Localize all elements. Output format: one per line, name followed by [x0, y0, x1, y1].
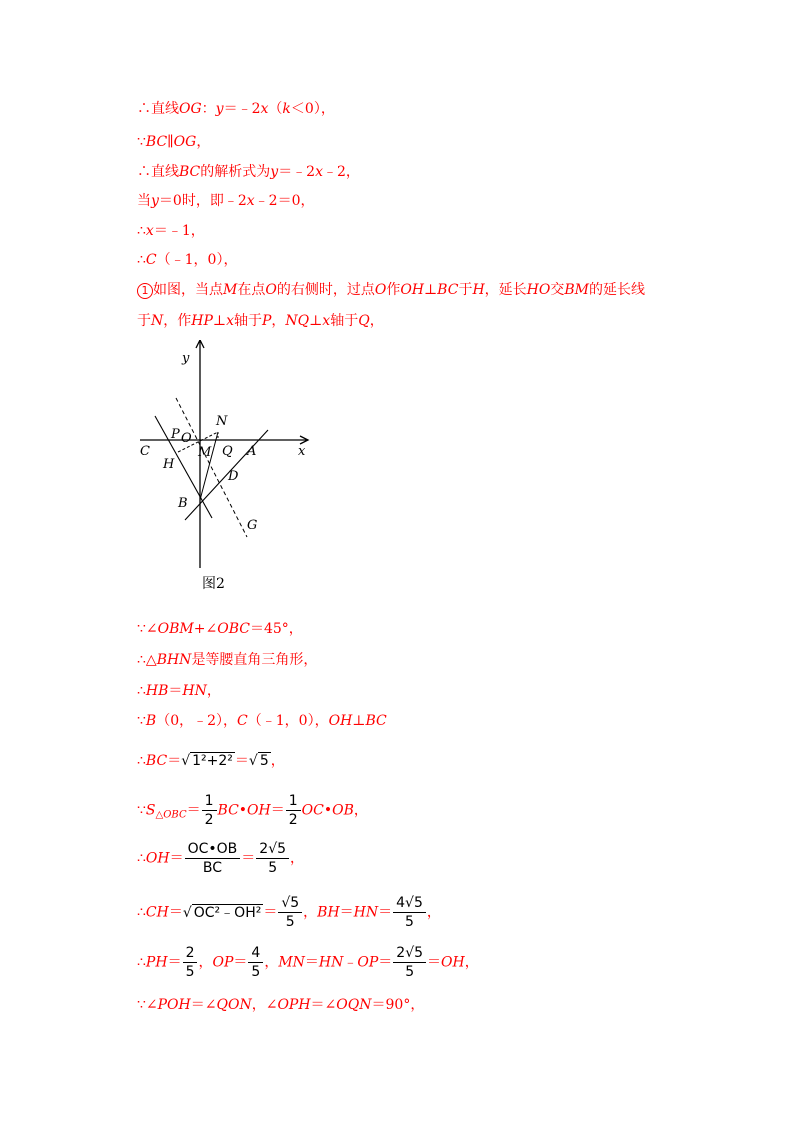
- line-bc-length: ∴BC＝√ 1²+2² ＝√ 5 ，: [137, 753, 285, 769]
- fraction-half: $\frac{1}{2}$: [202, 794, 217, 827]
- fraction-oc-ob: $\frac{OC•OB}{BC}$: [185, 842, 241, 875]
- line-hb-hn: ∴HB＝HN，: [137, 683, 221, 699]
- line-coordinates: ∵B（0，﹣2），C（﹣1，0），OH⊥BC: [137, 713, 387, 729]
- geometry-figure: [130, 340, 330, 600]
- line-ph-op-mn: ∴PH＝ $\frac{2}{5}$ ，OP＝ $\frac{4}{5}$ ，MN＝HN﹣OP＝ $\frac{2√5}{5}$ ＝OH，: [137, 945, 479, 980]
- line-bn: [200, 432, 218, 500]
- fraction-2root5: $\frac{2√5}{5}$: [393, 946, 426, 979]
- sqrt-oc-oh: √ OC²﹣OH²: [182, 904, 262, 921]
- label-b: B: [178, 496, 188, 511]
- line-og-equation: ∴直线OG：y＝﹣2x（k＜0），: [137, 101, 335, 117]
- fraction-2-5: $\frac{2}{5}$: [183, 946, 198, 979]
- label-d: D: [228, 469, 239, 484]
- figure-caption: 图2: [202, 576, 225, 592]
- line-bc-parallel: ∵BC∥OG，: [137, 134, 211, 150]
- sqrt-expression: √ 1²+2²: [181, 753, 233, 769]
- label-g: G: [247, 518, 258, 533]
- label-h: H: [163, 457, 175, 472]
- label-q: Q: [222, 444, 233, 459]
- label-y: y: [182, 351, 190, 366]
- line-y-zero: 当y＝0时，即﹣2x﹣2＝0，: [137, 193, 315, 209]
- line-case-1-continued: 于N，作HP⊥x轴于P，NQ⊥x轴于Q，: [137, 313, 384, 329]
- label-x: x: [298, 444, 306, 459]
- label-o: O: [181, 431, 192, 446]
- label-m: M: [198, 445, 212, 460]
- fraction-4-5: $\frac{4}{5}$: [248, 946, 263, 979]
- label-a: A: [247, 444, 257, 459]
- line-area-obc: $\because S_{\triangle OBC}=$ $\frac{1}{2}$ BC•OH＝ $\frac{1}{2}$ OC•OB，: [137, 793, 368, 828]
- line-case-1: 1 如图，当点M在点O的右侧时，过点O作OH⊥BC于H，延长HO交BM的延长线: [137, 279, 645, 299]
- line-angle-sum: ∵∠OBM+∠OBC＝45°，: [137, 621, 303, 637]
- fraction-4root5: $\frac{4√5}{5}$: [393, 896, 426, 929]
- line-isosceles: ∴△BHN是等腰直角三角形，: [137, 652, 318, 668]
- line-angles-equal: ∵∠POH＝∠QON，∠OPH＝∠OQN＝90°，: [137, 997, 425, 1013]
- line-bc-equation: ∴直线BC的解析式为y＝﹣2x﹣2，: [137, 164, 360, 180]
- line-point-c: ∴C（﹣1，0），: [137, 252, 238, 268]
- line-oh-length: ∴OH＝ $\frac{OC•OB}{BC}$ ＝ $\frac{2√5}{5}$ ，: [137, 841, 305, 876]
- line-x-value: ∴x＝﹣1，: [137, 223, 205, 239]
- fraction-root5: $\frac{√5}{5}$: [278, 896, 302, 929]
- label-c: C: [140, 444, 150, 459]
- fraction-2root5: $\frac{2√5}{5}$: [256, 842, 289, 875]
- circled-number: 1: [137, 283, 153, 299]
- sqrt-five: √ 5: [248, 753, 269, 769]
- line-ch-bh-length: ∴CH＝√ OC²﹣OH² ＝ $\frac{√5}{5}$ ，BH＝HN＝ $\frac{4√5}{5}$ ，: [137, 895, 441, 930]
- label-n: N: [216, 414, 228, 429]
- label-p: P: [171, 427, 180, 442]
- fraction-half: $\frac{1}{2}$: [286, 794, 301, 827]
